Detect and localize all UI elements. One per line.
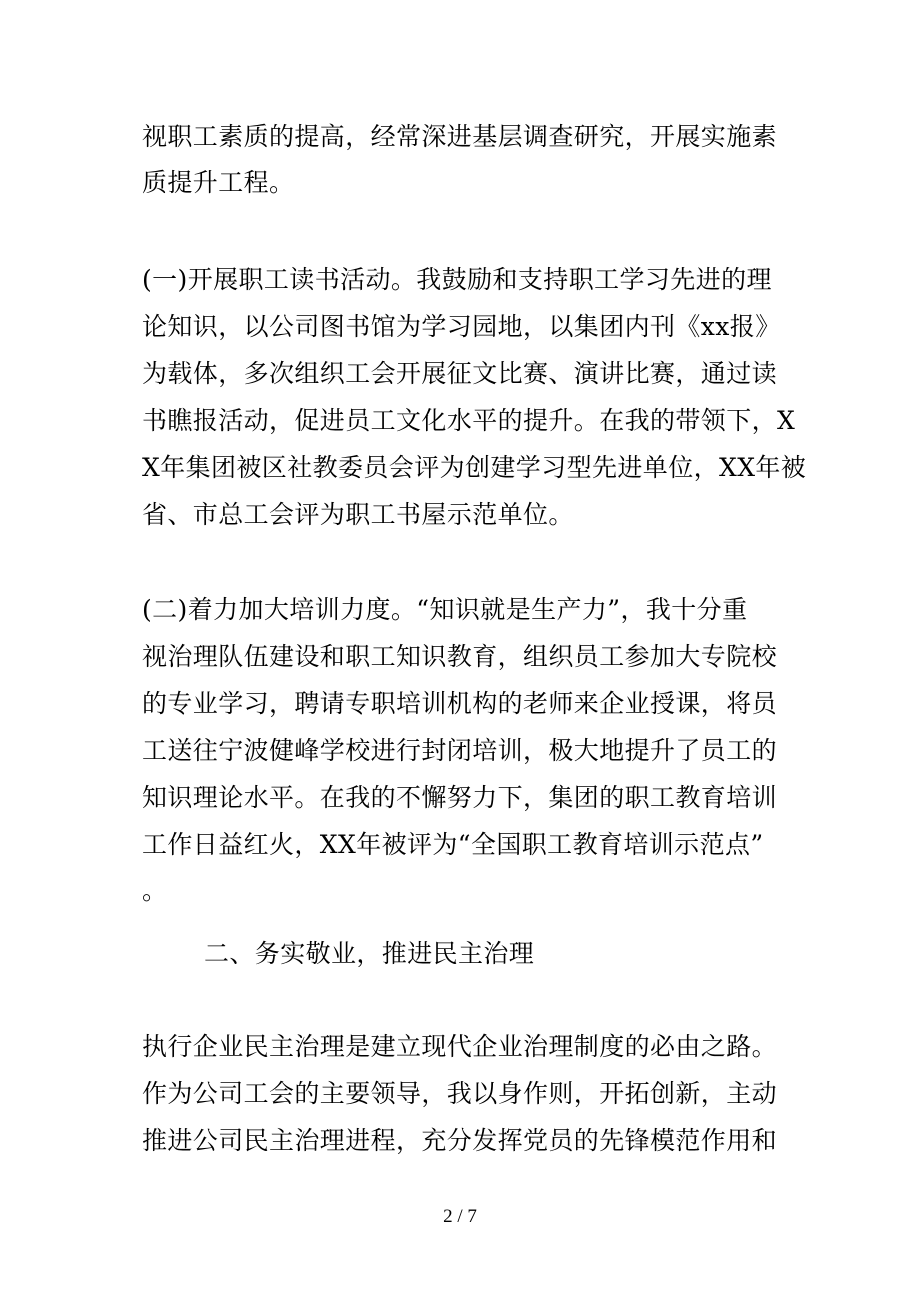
paragraph-line: (二)着力加大培训力度。“知识就是生产力”，我十分重 <box>142 595 748 624</box>
page-number: 2 / 7 <box>443 1206 477 1227</box>
paragraph-line: 工送往宁波健峰学校进行封闭培训，极大地提升了员工的 <box>142 736 778 765</box>
paragraph-line: 工作日益红火，XX年被评为“全国职工教育培训示范点” <box>142 830 764 859</box>
paragraph-line: 省、市总工会评为职工书屋示范单位。 <box>142 500 574 529</box>
paragraph-line: 推进公司民主治理进程，充分发挥党员的先锋模范作用和 <box>142 1126 778 1155</box>
paragraph-line: (一)开展职工读书活动。我鼓励和支持职工学习先进的理 <box>142 265 772 294</box>
section-heading: 二、务实敬业，推进民主治理 <box>204 939 535 968</box>
paragraph-line: 视职工素质的提高，经常深进基层调查研究，开展实施素 <box>142 122 778 151</box>
paragraph-line: 为载体，多次组织工会开展征文比赛、演讲比赛，通过读 <box>142 359 778 388</box>
paragraph-line: 执行企业民主治理是建立现代企业治理制度的必由之路。 <box>142 1032 778 1061</box>
paragraph-line: 书瞧报活动，促进员工文化水平的提升。在我的带领下，X <box>142 406 796 435</box>
paragraph-line: 质提升工程。 <box>142 168 295 197</box>
paragraph-line: 论知识，以公司图书馆为学习园地，以集团内刊《xx报》 <box>142 312 781 341</box>
paragraph-line: 的专业学习，聘请专职培训机构的老师来企业授课，将员 <box>142 689 778 718</box>
paragraph-line: 作为公司工会的主要领导，我以身作则，开拓创新，主动 <box>142 1079 778 1108</box>
paragraph-line: 知识理论水平。在我的不懈努力下，集团的职工教育培训 <box>142 783 778 812</box>
paragraph-line: 。 <box>142 876 168 905</box>
paragraph-line: X年集团被区社教委员会评为创建学习型先进单位，XX年被 <box>142 453 807 482</box>
paragraph-line: 视治理队伍建设和职工知识教育，组织员工参加大专院校 <box>142 642 778 671</box>
